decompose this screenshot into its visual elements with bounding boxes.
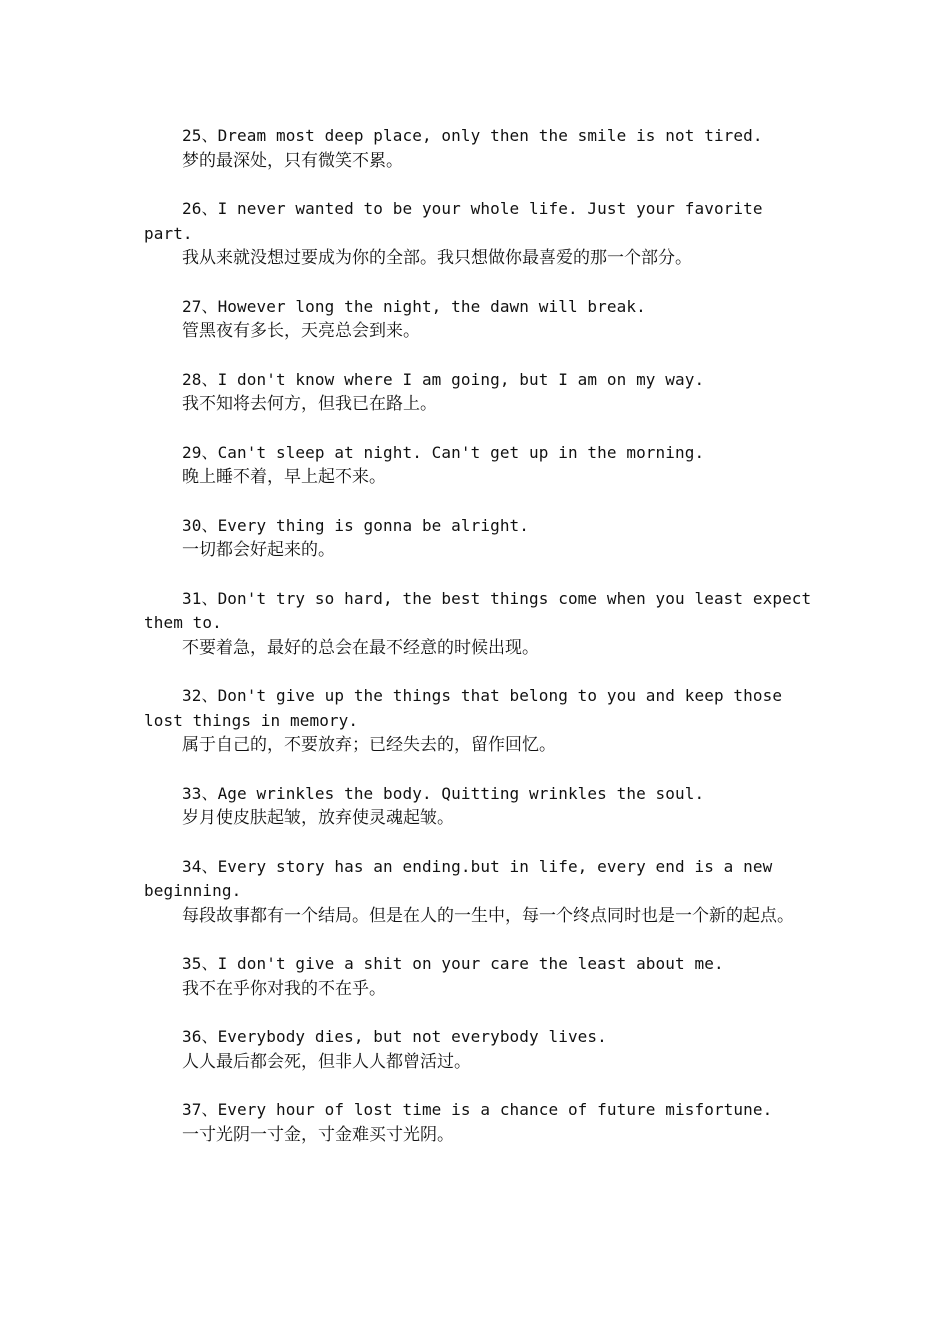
english-quote: 35、I don't give a shit on your care the least about me.: [182, 954, 724, 973]
english-quote: 30、Every thing is gonna be alright.: [182, 515, 530, 535]
list-item: [144, 124, 812, 173]
english-quote: 36、Everybody dies, but not everybody lives.: [182, 1027, 607, 1046]
chinese-translation: 梦的最深处，只有微笑不累。: [182, 150, 403, 171]
english-quote: 25、Dream most deep place, only then the smile is not tired.: [182, 126, 763, 145]
english-quote: 37、Every hour of lost time is a chance of future misfortune.: [182, 1100, 773, 1119]
english-quote: 28、I don't know where I am going, but I am on my way.: [182, 369, 705, 389]
list-item: [144, 684, 812, 758]
english-quote: 29、Can't sleep at night. Can't get up in the morning.: [182, 442, 705, 462]
list-item: [144, 1025, 812, 1074]
english-quote: 34、Every story has an ending.but in life, every end is a new beginning.: [144, 856, 773, 900]
chinese-translation: 一切都会好起来的。: [182, 540, 335, 560]
quote-list: [144, 124, 812, 1171]
english-quote: 31、Don't try so hard, the best things come when you least expect them to.: [144, 588, 812, 632]
list-item: [144, 514, 812, 563]
list-item: [144, 952, 812, 1001]
chinese-translation: 不要着急，最好的总会在最不经意的时候出现。: [182, 637, 539, 658]
list-item: [144, 782, 812, 831]
chinese-translation: 每段故事都有一个结局。但是在人的一生中，每一个终点同时也是一个新的起点。: [182, 905, 794, 926]
chinese-translation: 岁月使皮肤起皱，放弃使灵魂起皱。: [182, 808, 454, 828]
english-quote: 33、Age wrinkles the body. Quitting wrinkles the soul.: [182, 783, 705, 803]
list-item: [144, 587, 812, 661]
chinese-translation: 一寸光阴一寸金，寸金难买寸光阴。: [182, 1124, 454, 1145]
english-quote: 32、Don't give up the things that belong to you and keep those lost things in memory.: [144, 686, 783, 730]
list-item: [144, 855, 812, 929]
english-quote: 26、I never wanted to be your whole life. Just your favorite part.: [144, 199, 763, 243]
chinese-translation: 我从来就没想过要成为你的全部。我只想做你最喜爱的那一个部分。: [182, 248, 692, 268]
chinese-translation: 我不在乎你对我的不在乎。: [182, 978, 386, 999]
chinese-translation: 人人最后都会死，但非人人都曾活过。: [182, 1051, 471, 1072]
list-item: [144, 295, 812, 344]
chinese-translation: 我不知将去何方，但我已在路上。: [182, 394, 437, 414]
list-item: [144, 1098, 812, 1147]
list-item: [144, 368, 812, 417]
chinese-translation: 属于自己的，不要放弃；已经失去的，留作回忆。: [182, 735, 556, 755]
english-quote: 27、However long the night, the dawn will break.: [182, 296, 646, 316]
list-item: [144, 441, 812, 490]
chinese-translation: 晚上睡不着，早上起不来。: [182, 467, 386, 487]
list-item: [144, 197, 812, 271]
chinese-translation: 管黑夜有多长，天亮总会到来。: [182, 321, 420, 341]
